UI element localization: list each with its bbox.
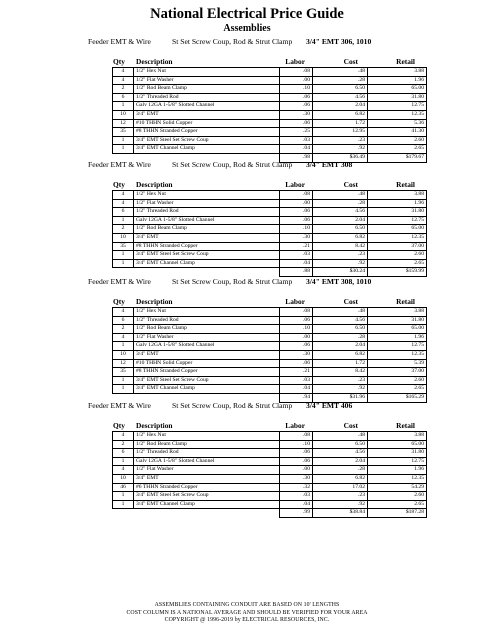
cell-description: 1/2" Threaded Rod xyxy=(134,449,280,458)
cell-description: 3/4" EMT Channel Clamp xyxy=(134,385,280,394)
cell-description: 1/2" Threaded Rod xyxy=(134,316,280,325)
total-spacer xyxy=(134,509,280,518)
section-description: St Set Screw Coup, Rod & Strut Clamp xyxy=(172,37,293,46)
cell-qty: 10 xyxy=(113,350,134,359)
cell-retail: 2.60 xyxy=(368,251,427,260)
cell-cost: .28 xyxy=(313,466,368,475)
cell-retail: 5.39 xyxy=(368,359,427,368)
cell-retail: 3.88 xyxy=(368,432,427,441)
cell-labor: .00 xyxy=(280,333,313,342)
cell-cost: .28 xyxy=(313,199,368,208)
cell-retail: 2.60 xyxy=(368,376,427,385)
table-row xyxy=(113,350,427,359)
cell-qty: 1 xyxy=(113,342,134,351)
column-header-labor: Labor xyxy=(285,180,305,189)
table-row xyxy=(113,102,427,111)
section-header xyxy=(0,36,494,48)
total-cost: $38.84 xyxy=(313,509,368,518)
cell-description: 3/4" EMT xyxy=(134,233,280,242)
cell-description: #8 THHN Stranded Copper xyxy=(134,128,280,137)
cell-cost: 2.04 xyxy=(313,102,368,111)
table-row xyxy=(113,76,427,85)
table-row xyxy=(113,208,427,217)
table-row xyxy=(113,333,427,342)
cell-labor: .06 xyxy=(280,342,313,351)
items-table xyxy=(112,431,427,518)
cell-qty: 1 xyxy=(113,251,134,260)
cell-qty: 6 xyxy=(113,449,134,458)
cell-labor: .30 xyxy=(280,233,313,242)
column-header-retail: Retail xyxy=(396,180,415,189)
column-header-qty: Qty xyxy=(113,180,125,189)
total-labor: .98 xyxy=(280,153,313,162)
cell-qty: 6 xyxy=(113,208,134,217)
table-row xyxy=(113,500,427,509)
table-row xyxy=(113,492,427,501)
cell-labor: .08 xyxy=(280,68,313,77)
cell-retail: 12.75 xyxy=(368,102,427,111)
cell-description: #8 THHN Stranded Copper xyxy=(134,242,280,251)
cell-qty: 4 xyxy=(113,191,134,200)
column-header-labor: Labor xyxy=(285,57,305,66)
cell-cost: .48 xyxy=(313,191,368,200)
footer-line: COST COLUMN IS A NATIONAL AVERAGE AND SHOULD BE VERIFIED FOR YOUR AREA xyxy=(126,609,368,616)
section-code: 3/4" EMT 308 xyxy=(306,160,353,169)
total-retail: $165.29 xyxy=(368,393,427,402)
column-header-description: Description xyxy=(136,297,173,306)
cell-description: 1/2" Threaded Rod xyxy=(134,208,280,217)
total-retail: $187.28 xyxy=(368,509,427,518)
cell-labor: .08 xyxy=(280,191,313,200)
cell-description: 1/2" Hex Nut xyxy=(134,432,280,441)
table-row xyxy=(113,376,427,385)
cell-qty: 4 xyxy=(113,308,134,317)
cell-labor: .25 xyxy=(280,128,313,137)
cell-labor: .06 xyxy=(280,449,313,458)
cell-labor: .10 xyxy=(280,85,313,94)
cell-labor: .06 xyxy=(280,316,313,325)
table-row xyxy=(113,225,427,234)
cell-labor: .10 xyxy=(280,325,313,334)
table-row xyxy=(113,93,427,102)
cell-qty: 4 xyxy=(113,333,134,342)
total-cost: $36.49 xyxy=(313,153,368,162)
cell-description: Galv 12GA 1-5/8" Slotted Channel xyxy=(134,102,280,111)
section-header xyxy=(0,276,494,288)
column-headers xyxy=(0,296,494,307)
cell-description: 3/4" EMT Steel Set Screw Coup xyxy=(134,251,280,260)
cell-retail: 2.65 xyxy=(368,385,427,394)
cell-description: Galv 12GA 1-5/8" Slotted Channel xyxy=(134,342,280,351)
items-table xyxy=(112,307,427,403)
cell-description: 3/4" EMT xyxy=(134,350,280,359)
table-row xyxy=(113,483,427,492)
cell-cost: 2.04 xyxy=(313,342,368,351)
cell-labor: .32 xyxy=(280,483,313,492)
table-row xyxy=(113,432,427,441)
cell-retail: 2.65 xyxy=(368,500,427,509)
cell-retail: 65.00 xyxy=(368,85,427,94)
cell-retail: 12.35 xyxy=(368,233,427,242)
assembly-section xyxy=(0,159,494,277)
cell-cost: 12.95 xyxy=(313,128,368,137)
cell-description: #6 THHN Stranded Copper xyxy=(134,483,280,492)
total-labor: .94 xyxy=(280,393,313,402)
cell-retail: 12.35 xyxy=(368,350,427,359)
cell-retail: 2.60 xyxy=(368,492,427,501)
cell-cost: 6.82 xyxy=(313,110,368,119)
cell-description: 1/2" Threaded Rod xyxy=(134,93,280,102)
cell-qty: 2 xyxy=(113,85,134,94)
cell-labor: .03 xyxy=(280,136,313,145)
section-header xyxy=(0,159,494,171)
cell-cost: 4.56 xyxy=(313,93,368,102)
cell-qty: 10 xyxy=(113,474,134,483)
total-spacer xyxy=(113,509,134,518)
cell-retail: 12.75 xyxy=(368,342,427,351)
cell-cost: 1.72 xyxy=(313,359,368,368)
column-header-description: Description xyxy=(136,180,173,189)
cell-labor: .04 xyxy=(280,259,313,268)
cell-description: 1/2" Flat Washer xyxy=(134,466,280,475)
cell-qty: 1 xyxy=(113,136,134,145)
cell-retail: 65.00 xyxy=(368,225,427,234)
total-labor: .99 xyxy=(280,509,313,518)
table-row xyxy=(113,449,427,458)
cell-description: Galv 12GA 1-5/8" Slotted Channel xyxy=(134,216,280,225)
cell-description: 3/4" EMT Steel Set Screw Coup xyxy=(134,136,280,145)
cell-retail: 3.88 xyxy=(368,68,427,77)
cell-labor: .06 xyxy=(280,119,313,128)
cell-cost: 4.56 xyxy=(313,208,368,217)
total-retail: $179.67 xyxy=(368,153,427,162)
cell-cost: .92 xyxy=(313,259,368,268)
cell-cost: .48 xyxy=(313,432,368,441)
cell-labor: .08 xyxy=(280,308,313,317)
cell-description: 3/4" EMT Channel Clamp xyxy=(134,259,280,268)
cell-labor: .06 xyxy=(280,102,313,111)
table-row xyxy=(113,119,427,128)
cell-cost: .23 xyxy=(313,376,368,385)
table-row xyxy=(113,233,427,242)
cell-labor: .04 xyxy=(280,500,313,509)
cell-cost: 6.82 xyxy=(313,474,368,483)
cell-cost: .92 xyxy=(313,145,368,154)
cell-cost: 2.04 xyxy=(313,216,368,225)
cell-qty: 1 xyxy=(113,457,134,466)
table-row xyxy=(113,440,427,449)
cell-description: 1/2" Hex Nut xyxy=(134,68,280,77)
cell-labor: .10 xyxy=(280,225,313,234)
cell-description: 1/2" Flat Washer xyxy=(134,333,280,342)
section-description: St Set Screw Coup, Rod & Strut Clamp xyxy=(172,401,293,410)
cell-retail: 5.36 xyxy=(368,119,427,128)
cell-qty: 4 xyxy=(113,68,134,77)
cell-labor: .03 xyxy=(280,376,313,385)
cell-retail: 37.00 xyxy=(368,368,427,377)
cell-labor: .00 xyxy=(280,466,313,475)
cell-labor: .30 xyxy=(280,350,313,359)
section-code: 3/4" EMT 306, 1010 xyxy=(306,37,372,46)
cell-description: 3/4" EMT xyxy=(134,110,280,119)
assembly-section xyxy=(0,36,494,163)
cell-qty: 6 xyxy=(113,316,134,325)
column-header-description: Description xyxy=(136,421,173,430)
table-row xyxy=(113,359,427,368)
cell-labor: .08 xyxy=(280,432,313,441)
cell-labor: .10 xyxy=(280,440,313,449)
cell-description: 3/4" EMT Channel Clamp xyxy=(134,145,280,154)
cell-description: 3/4" EMT Steel Set Screw Coup xyxy=(134,376,280,385)
cell-labor: .00 xyxy=(280,199,313,208)
cell-qty: 1 xyxy=(113,102,134,111)
table-row xyxy=(113,368,427,377)
section-header xyxy=(0,400,494,412)
table-row xyxy=(113,110,427,119)
cell-cost: .28 xyxy=(313,333,368,342)
cell-qty: 10 xyxy=(113,110,134,119)
cell-cost: 8.42 xyxy=(313,242,368,251)
cell-qty: 2 xyxy=(113,225,134,234)
cell-retail: 54.29 xyxy=(368,483,427,492)
cell-retail: 37.00 xyxy=(368,242,427,251)
cell-description: 3/4" EMT xyxy=(134,474,280,483)
section-category: Feeder EMT & Wire xyxy=(88,37,151,46)
table-row xyxy=(113,316,427,325)
column-headers xyxy=(0,179,494,190)
cell-description: 1/2" Flat Washer xyxy=(134,76,280,85)
table-row xyxy=(113,259,427,268)
table-row xyxy=(113,216,427,225)
total-cost: $31.96 xyxy=(313,393,368,402)
section-description: St Set Screw Coup, Rod & Strut Clamp xyxy=(172,160,293,169)
cell-retail: 31.80 xyxy=(368,208,427,217)
cell-cost: .23 xyxy=(313,492,368,501)
cell-qty: 1 xyxy=(113,376,134,385)
column-header-cost: Cost xyxy=(343,180,358,189)
cell-description: #10 THHN Solid Copper xyxy=(134,359,280,368)
column-headers xyxy=(0,56,494,67)
section-category: Feeder EMT & Wire xyxy=(88,160,151,169)
cell-description: 1/2" Hex Nut xyxy=(134,308,280,317)
cell-cost: .92 xyxy=(313,385,368,394)
cell-retail: 1.96 xyxy=(368,76,427,85)
totals-row xyxy=(113,509,427,518)
cell-retail: 1.96 xyxy=(368,466,427,475)
cell-cost: 6.50 xyxy=(313,440,368,449)
section-category: Feeder EMT & Wire xyxy=(88,401,151,410)
table-row xyxy=(113,128,427,137)
page-title: National Electrical Price Guide xyxy=(150,6,344,22)
cell-qty: 4 xyxy=(113,76,134,85)
cell-cost: .23 xyxy=(313,251,368,260)
cell-retail: 1.96 xyxy=(368,199,427,208)
cell-qty: 35 xyxy=(113,242,134,251)
assembly-section xyxy=(0,400,494,518)
cell-qty: 12 xyxy=(113,119,134,128)
total-labor: .88 xyxy=(280,268,313,277)
table-row xyxy=(113,325,427,334)
cell-retail: 41.30 xyxy=(368,128,427,137)
cell-description: 1/2" Rod Beam Clamp xyxy=(134,440,280,449)
table-row xyxy=(113,68,427,77)
items-table xyxy=(112,67,427,163)
cell-qty: 1 xyxy=(113,259,134,268)
table-row xyxy=(113,242,427,251)
cell-cost: .48 xyxy=(313,308,368,317)
cell-description: 1/2" Hex Nut xyxy=(134,191,280,200)
cell-description: 1/2" Rod Beam Clamp xyxy=(134,325,280,334)
section-code: 3/4" EMT 406 xyxy=(306,401,353,410)
cell-cost: 6.82 xyxy=(313,350,368,359)
cell-labor: .06 xyxy=(280,208,313,217)
cell-cost: 6.50 xyxy=(313,325,368,334)
column-header-labor: Labor xyxy=(285,297,305,306)
column-header-description: Description xyxy=(136,57,173,66)
cell-labor: .03 xyxy=(280,492,313,501)
cell-cost: .23 xyxy=(313,136,368,145)
cell-qty: 1 xyxy=(113,385,134,394)
table-row xyxy=(113,385,427,394)
cell-cost: .48 xyxy=(313,68,368,77)
cell-labor: .06 xyxy=(280,216,313,225)
cell-retail: 2.65 xyxy=(368,145,427,154)
column-header-qty: Qty xyxy=(113,297,125,306)
cell-cost: .28 xyxy=(313,76,368,85)
cell-labor: .30 xyxy=(280,474,313,483)
cell-labor: .06 xyxy=(280,93,313,102)
column-header-labor: Labor xyxy=(285,421,305,430)
cell-description: 3/4" EMT Channel Clamp xyxy=(134,500,280,509)
table-row xyxy=(113,251,427,260)
cell-qty: 4 xyxy=(113,466,134,475)
cell-qty: 2 xyxy=(113,325,134,334)
cell-retail: 3.88 xyxy=(368,308,427,317)
cell-retail: 12.35 xyxy=(368,110,427,119)
section-description: St Set Screw Coup, Rod & Strut Clamp xyxy=(172,277,293,286)
cell-cost: 1.72 xyxy=(313,119,368,128)
assembly-section xyxy=(0,276,494,403)
cell-cost: 6.50 xyxy=(313,225,368,234)
table-row xyxy=(113,191,427,200)
cell-description: 1/2" Rod Beam Clamp xyxy=(134,225,280,234)
cell-labor: .21 xyxy=(280,242,313,251)
cell-qty: 10 xyxy=(113,233,134,242)
cell-retail: 31.80 xyxy=(368,93,427,102)
cell-labor: .06 xyxy=(280,457,313,466)
footer-notes xyxy=(0,602,494,625)
cell-description: #10 THHN Solid Copper xyxy=(134,119,280,128)
cell-retail: 3.88 xyxy=(368,191,427,200)
cell-cost: 6.82 xyxy=(313,233,368,242)
cell-qty: 4 xyxy=(113,432,134,441)
cell-cost: 17.02 xyxy=(313,483,368,492)
cell-qty: 6 xyxy=(113,93,134,102)
cell-retail: 31.80 xyxy=(368,449,427,458)
section-category: Feeder EMT & Wire xyxy=(88,277,151,286)
footer-line: ASSEMBLIES CONTAINING CONDUIT ARE BASED ON 10' LENGTHS xyxy=(154,602,340,608)
section-code: 3/4" EMT 308, 1010 xyxy=(306,277,372,286)
column-header-qty: Qty xyxy=(113,421,125,430)
cell-retail: 12.75 xyxy=(368,457,427,466)
cell-retail: 1.96 xyxy=(368,333,427,342)
cell-description: Galv 12GA 1-5/8" Slotted Channel xyxy=(134,457,280,466)
column-header-retail: Retail xyxy=(396,57,415,66)
cell-labor: .03 xyxy=(280,251,313,260)
cell-qty: 4 xyxy=(113,199,134,208)
column-header-qty: Qty xyxy=(113,57,125,66)
cell-qty: 2 xyxy=(113,440,134,449)
table-row xyxy=(113,136,427,145)
cell-qty: 1 xyxy=(113,145,134,154)
footer-line: COPYRIGHT @ 1996-2019 by ELECTRICAL RESOURCES, INC. xyxy=(164,617,330,623)
cell-labor: .30 xyxy=(280,110,313,119)
cell-retail: 31.80 xyxy=(368,316,427,325)
table-row xyxy=(113,474,427,483)
cell-labor: .06 xyxy=(280,359,313,368)
cell-retail: 2.65 xyxy=(368,259,427,268)
cell-cost: 4.56 xyxy=(313,449,368,458)
cell-cost: .92 xyxy=(313,500,368,509)
total-retail: $159.99 xyxy=(368,268,427,277)
column-header-retail: Retail xyxy=(396,297,415,306)
cell-description: #8 THHN Stranded Copper xyxy=(134,368,280,377)
items-table xyxy=(112,190,427,277)
column-headers xyxy=(0,420,494,431)
cell-description: 1/2" Flat Washer xyxy=(134,199,280,208)
cell-description: 1/2" Rod Beam Clamp xyxy=(134,85,280,94)
cell-qty: 12 xyxy=(113,359,134,368)
cell-qty: 35 xyxy=(113,128,134,137)
cell-retail: 12.75 xyxy=(368,216,427,225)
cell-cost: 2.04 xyxy=(313,457,368,466)
column-header-cost: Cost xyxy=(343,57,358,66)
table-row xyxy=(113,199,427,208)
column-header-retail: Retail xyxy=(396,421,415,430)
table-row xyxy=(113,145,427,154)
cell-retail: 65.00 xyxy=(368,440,427,449)
column-header-cost: Cost xyxy=(343,297,358,306)
total-cost: $30.24 xyxy=(313,268,368,277)
cell-qty: 1 xyxy=(113,216,134,225)
cell-qty: 1 xyxy=(113,500,134,509)
cell-qty: 46 xyxy=(113,483,134,492)
cell-labor: .04 xyxy=(280,145,313,154)
table-row xyxy=(113,457,427,466)
cell-labor: .00 xyxy=(280,76,313,85)
cell-retail: 65.00 xyxy=(368,325,427,334)
cell-retail: 2.60 xyxy=(368,136,427,145)
column-header-cost: Cost xyxy=(343,421,358,430)
table-row xyxy=(113,308,427,317)
table-row xyxy=(113,342,427,351)
cell-qty: 35 xyxy=(113,368,134,377)
cell-qty: 1 xyxy=(113,492,134,501)
table-row xyxy=(113,466,427,475)
cell-labor: .21 xyxy=(280,368,313,377)
cell-cost: 4.56 xyxy=(313,316,368,325)
cell-labor: .04 xyxy=(280,385,313,394)
cell-retail: 12.35 xyxy=(368,474,427,483)
cell-cost: 6.50 xyxy=(313,85,368,94)
cell-cost: 8.42 xyxy=(313,368,368,377)
page-subtitle: Assemblies xyxy=(223,23,271,34)
table-row xyxy=(113,85,427,94)
cell-description: 3/4" EMT Steel Set Screw Coup xyxy=(134,492,280,501)
